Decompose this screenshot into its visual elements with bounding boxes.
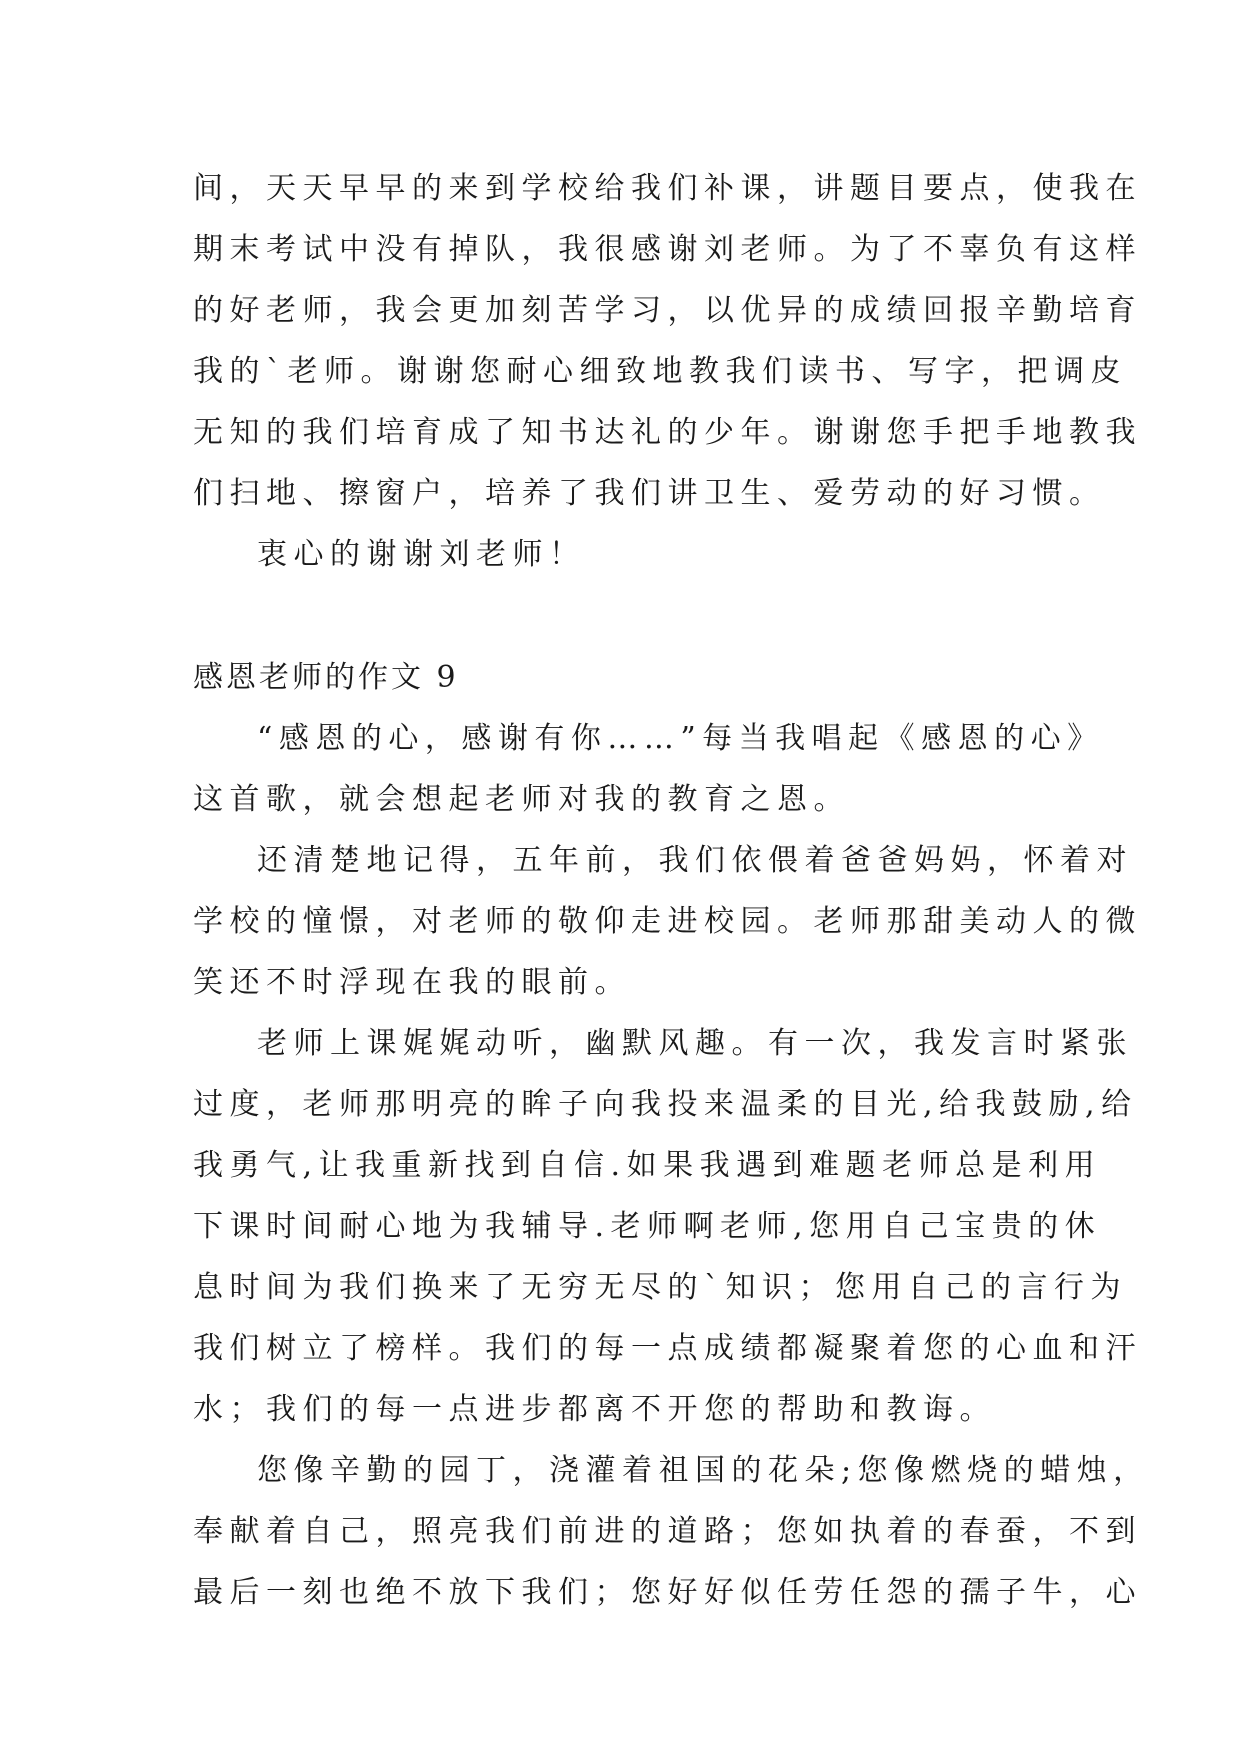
text-line: 我们树立了榜样。我们的每一点成绩都凝聚着您的心血和汗	[193, 1331, 1142, 1366]
paragraph-4	[193, 1440, 1150, 1623]
text-line: 间，天天早早的来到学校给我们补课，讲题目要点，使我在	[193, 171, 1142, 206]
document-page	[193, 158, 1150, 1623]
section-title: 感恩老师的作文 9	[193, 660, 459, 695]
text-line: 您像辛勤的园丁，浇灌着祖国的花朵;您像燃烧的蜡烛，	[257, 1453, 1150, 1488]
text-line: 息时间为我们换来了无穷无尽的`知识；您用自己的言行为	[193, 1270, 1127, 1305]
text-line: 过度，老师那明亮的眸子向我投来温柔的目光,给我鼓励,给	[193, 1087, 1138, 1122]
text-line: 这首歌，就会想起老师对我的教育之恩。	[193, 782, 850, 817]
text-line: 学校的憧憬，对老师的敬仰走进校园。老师那甜美动人的微	[193, 904, 1142, 939]
text-line: “感恩的心，感谢有你……”每当我唱起《感恩的心》	[257, 721, 1104, 756]
section-gap	[193, 585, 1053, 647]
paragraph-2	[193, 830, 1142, 1013]
text-line: 奉献着自己，照亮我们前进的道路；您如执着的春蚕，不到	[193, 1514, 1142, 1549]
text-line: 期末考试中没有掉队，我很感谢刘老师。为了不辜负有这样	[193, 232, 1142, 267]
text-line: 水；我们的每一点进步都离不开您的帮助和教诲。	[193, 1392, 996, 1427]
text-line: 我的`老师。谢谢您耐心细致地教我们读书、写字，把调皮	[193, 354, 1127, 389]
text-line: 的好老师，我会更加刻苦学习，以优异的成绩回报辛勤培育	[193, 293, 1142, 328]
text-line: 还清楚地记得，五年前，我们依偎着爸爸妈妈，怀着对	[257, 843, 1133, 878]
text-line: 笑还不时浮现在我的眼前。	[193, 965, 631, 1000]
text-line: 下课时间耐心地为我辅导.老师啊老师,您用自己宝贵的休	[193, 1209, 1102, 1244]
text-line: 最后一刻也绝不放下我们；您好好似任劳任怨的孺子牛，心	[193, 1575, 1142, 1610]
text-line: 们扫地、擦窗户，培养了我们讲卫生、爱劳动的好习惯。	[193, 476, 1106, 511]
text-line: 我勇气,让我重新找到自信.如果我遇到难题老师总是利用	[193, 1148, 1102, 1183]
paragraph-3	[193, 1013, 1142, 1440]
top-paragraph	[193, 158, 1142, 524]
closing-line: 衷心的谢谢刘老师！	[257, 537, 586, 572]
text-line: 老师上课娓娓动听，幽默风趣。有一次，我发言时紧张	[257, 1026, 1133, 1061]
text-line: 无知的我们培育成了知书达礼的少年。谢谢您手把手地教我	[193, 415, 1142, 450]
paragraph-1	[193, 708, 1104, 830]
